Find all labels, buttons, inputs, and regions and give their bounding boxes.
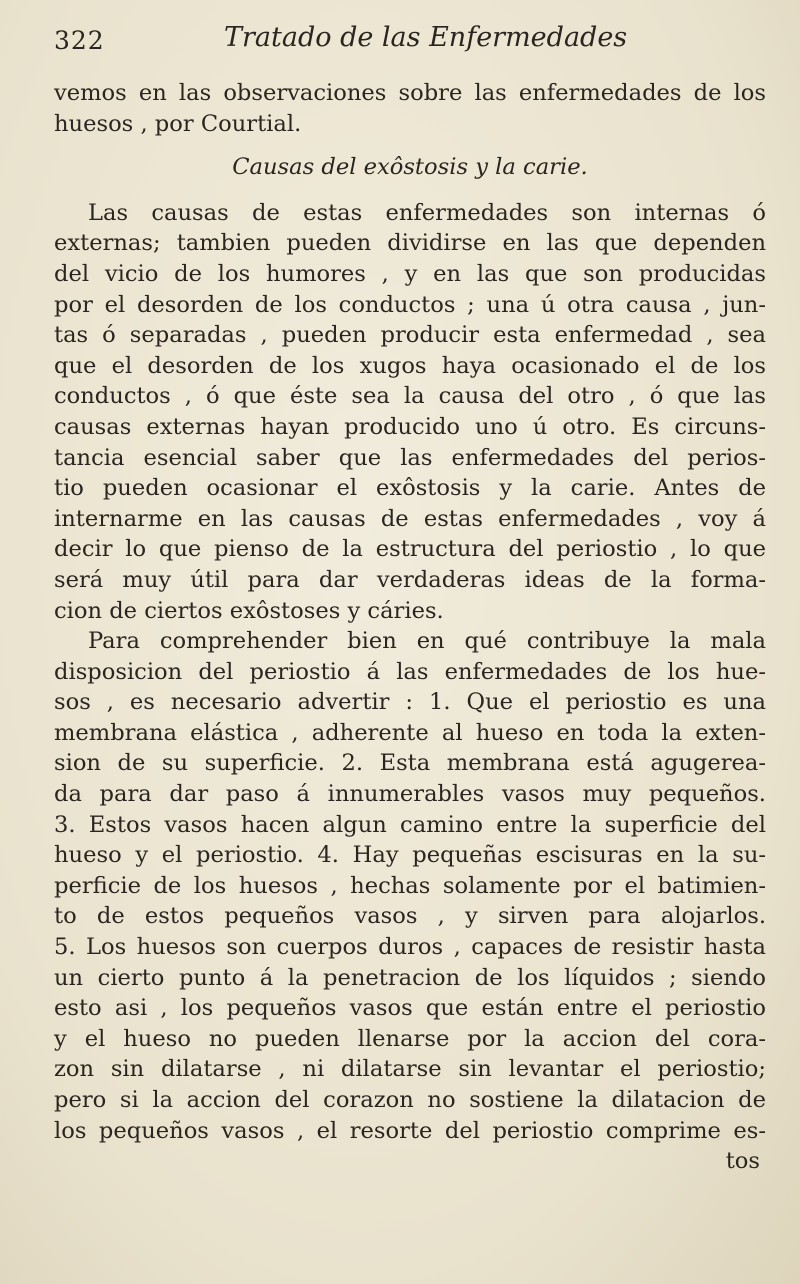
text-line: sion de su superficie. 2. Esta membrana está agugerea- xyxy=(54,750,766,777)
text-line: causas externas hayan producido uno ú otro. Es circuns- xyxy=(54,413,766,440)
text-line: un cierto punto á la penetracion de los líquidos ; siendo xyxy=(54,964,766,991)
text-line: to de estos pequeños vasos , y sirven para alojarlos. xyxy=(54,903,766,930)
text-line: Para comprehender bien en qué contribuye la mala xyxy=(88,628,766,655)
text-line: tancia esencial saber que las enfermedades del perios- xyxy=(54,444,766,471)
section-heading: Causas del exôstosis y la carie. xyxy=(232,154,588,181)
text-line: decir lo que pienso de la estructura del periostio , lo que xyxy=(54,536,766,563)
text-line: 5. Los huesos son cuerpos duros , capaces de resistir hasta xyxy=(54,934,766,961)
text-line: internarme en las causas de estas enfermedades , voy á xyxy=(54,505,766,532)
text-line: pero si la accion del corazon no sostiene la dilatacion de xyxy=(54,1087,766,1113)
text-line: da para dar paso á innumerables vasos muy pequeños. xyxy=(54,781,766,808)
catchword: tos xyxy=(725,1148,760,1175)
text-line: esto asi , los pequeños vasos que están entre el periostio xyxy=(54,995,766,1022)
text-line: hueso y el periostio. 4. Hay pequeñas escisuras en la su- xyxy=(54,842,766,869)
text-line: membrana elástica , adherente al hueso en toda la exten- xyxy=(54,719,766,746)
page-header xyxy=(54,22,754,62)
text-line: sos , es necesario advertir : 1. Que el periostio es una xyxy=(54,689,766,716)
text-line: vemos en las observaciones sobre las enfermedades de los xyxy=(54,80,766,106)
text-line: cion de ciertos exôstoses y cáries. xyxy=(54,597,444,624)
text-line: Las causas de estas enfermedades son internas ó xyxy=(88,199,766,226)
text-line: por el desorden de los conductos ; una ú otra causa , jun- xyxy=(54,291,766,318)
text-line: 3. Estos vasos hacen algun camino entre la superficie del xyxy=(54,811,766,838)
text-line: huesos , por Courtial. xyxy=(54,110,302,137)
text-line: y el hueso no pueden llenarse por la accion del cora- xyxy=(54,1025,766,1052)
running-title: Tratado de las Enfermedades xyxy=(224,22,628,53)
text-line: del vicio de los humores , y en las que son producidas xyxy=(54,260,766,287)
text-line: será muy útil para dar verdaderas ideas de la forma- xyxy=(54,566,766,593)
text-line: tio pueden ocasionar el exôstosis y la carie. Antes de xyxy=(54,475,766,502)
text-line: tas ó separadas , pueden producir esta enfermedad , sea xyxy=(54,322,766,349)
text-line: perficie de los huesos , hechas solamente por el batimien- xyxy=(54,872,766,899)
text-line: zon sin dilatarse , ni dilatarse sin levantar el periostio; xyxy=(54,1056,766,1083)
page-number: 322 xyxy=(54,26,105,55)
text-line: disposicion del periostio á las enfermedades de los hue- xyxy=(54,658,766,685)
body-text xyxy=(54,78,766,1177)
text-line: externas; tambien pueden dividirse en las que dependen xyxy=(54,230,766,257)
text-line: conductos , ó que éste sea la causa del otro , ó que las xyxy=(54,383,766,410)
text-line: que el desorden de los xugos haya ocasionado el de los xyxy=(54,352,766,379)
text-line: los pequeños vasos , el resorte del periostio comprime es- xyxy=(54,1117,766,1144)
